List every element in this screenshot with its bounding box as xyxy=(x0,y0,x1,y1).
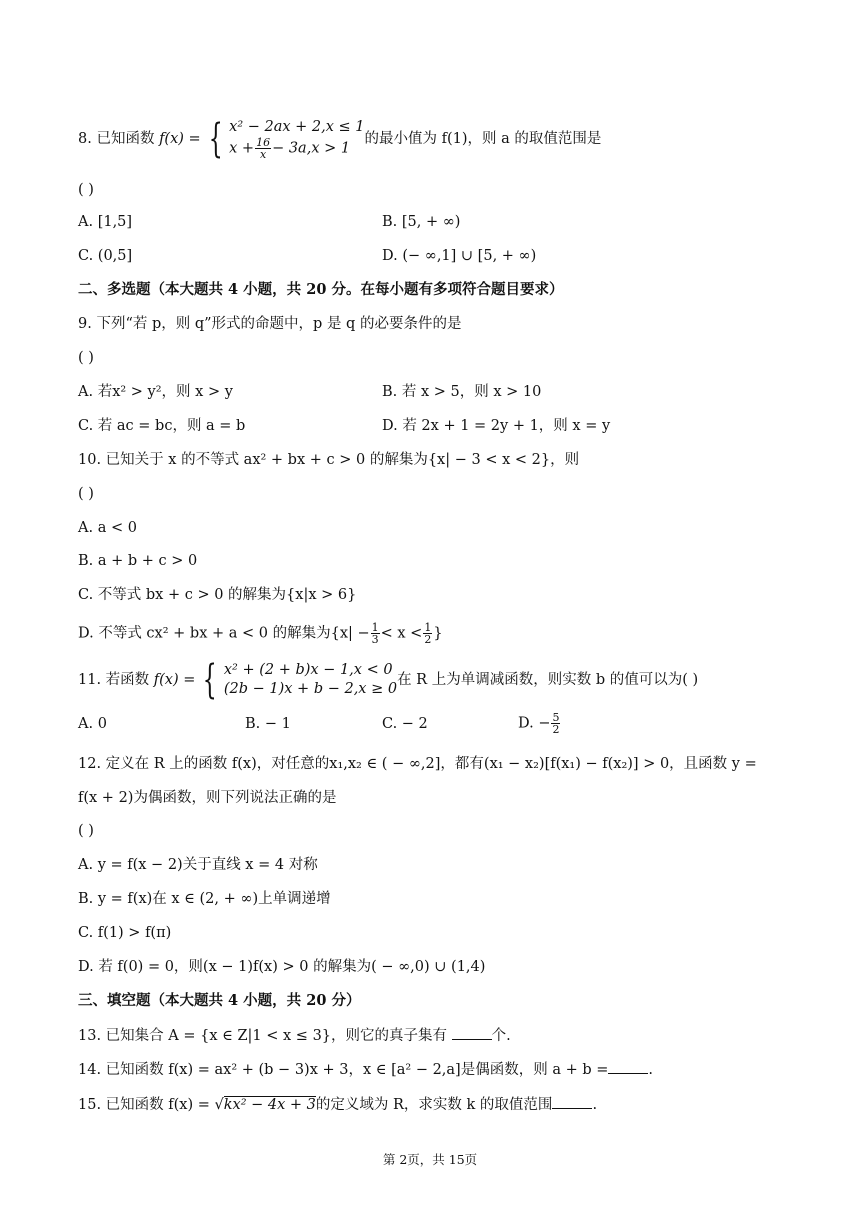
q10-option-c: C. 不等式 bx + c > 0 的解集为{x|x > 6} xyxy=(78,587,357,603)
q10-paren: ( ) xyxy=(78,486,94,502)
q11-option-c: C. − 2 xyxy=(382,716,428,732)
q12-option-a: A. y = f(x − 2)关于直线 x = 4 对称 xyxy=(78,857,318,873)
q10-option-d: D. 不等式 cx² + bx + a < 0 的解集为{x| − $\frac{1}{3}$ < x < $\frac{1}{2}$ } xyxy=(78,621,443,646)
q8-option-b: B. [5, + ∞) xyxy=(382,214,461,230)
q9-option-b: B. 若 x > 5，则 x > 10 xyxy=(382,384,542,400)
q9-paren: ( ) xyxy=(78,350,94,366)
q12-option-c: C. f(1) > f(π) xyxy=(78,925,172,941)
q11-option-a: A. 0 xyxy=(78,716,107,732)
left-brace: { xyxy=(203,657,218,703)
sqrt-sign: √ xyxy=(214,1097,224,1113)
q8-option-c: C. (0,5] xyxy=(78,248,133,264)
answer-blank[interactable] xyxy=(608,1059,648,1074)
q9-option-c: C. 若 ac = bc，则 a = b xyxy=(78,418,246,434)
section-multiple-choice-heading: 二、多选题（本大题共 4 小题，共 20 分。在每小题有多项符合题目要求） xyxy=(78,281,564,298)
q8-piecewise: f(x) = { x² − 2ax + 2,x ≤ 1 x + $\frac{16}{x}$ − 3a,x > 1 xyxy=(159,116,365,162)
q13-stem: 13. 已知集合 A = {x ∈ Z|1 < x ≤ 3}，则它的真子集有 个. xyxy=(78,1025,511,1046)
q11-piecewise: f(x) = { x² + (2 + b)x − 1,x < 0 (2b − 1)x + b − 2,x ≥ 0 xyxy=(153,657,398,703)
q12-option-d: D. 若 f(0) = 0，则(x − 1)f(x) > 0 的解集为( − ∞,0) ∪ (1,4) xyxy=(78,959,486,975)
answer-blank[interactable] xyxy=(552,1094,592,1109)
q11-stem: 11. 若函数 f(x) = { x² + (2 + b)x − 1,x < 0 (2b − 1)x + b − 2,x ≥ 0 在 R 上为单调减函数，则实数 b 的值可以为( ) xyxy=(78,657,699,703)
q8-paren: ( ) xyxy=(78,182,94,198)
q12-stem-line2: f(x + 2)为偶函数，则下列说法正确的是 xyxy=(78,790,337,806)
left-brace: { xyxy=(208,116,223,162)
q8-stem: 8. 已知函数 f(x) = { x² − 2ax + 2,x ≤ 1 x + $\frac{16}{x}$ − 3a,x > 1 的最小值为 f(1)，则 a 的取值范围是 xyxy=(78,116,602,162)
q12-option-b: B. y = f(x)在 x ∈ (2, + ∞)上单调递增 xyxy=(78,891,331,907)
q8-option-d: D. (− ∞,1] ∪ [5, + ∞) xyxy=(382,248,537,264)
section-fill-in-heading: 三、填空题（本大题共 4 小题，共 20 分） xyxy=(78,992,361,1009)
q12-paren: ( ) xyxy=(78,823,94,839)
q11-option-b: B. − 1 xyxy=(245,716,291,732)
q9-option-d: D. 若 2x + 1 = 2y + 1，则 x = y xyxy=(382,418,611,434)
q15-stem: 15. 已知函数 f(x) = √kx² − 4x + 3的定义域为 R，求实数 k 的取值范围 . xyxy=(78,1094,597,1115)
q9-option-a: A. 若x² > y²，则 x > y xyxy=(78,384,233,400)
q14-stem: 14. 已知函数 f(x) = ax² + (b − 3)x + 3，x ∈ [a² − 2,a]是偶函数，则 a + b = . xyxy=(78,1059,653,1080)
q8-option-a: A. [1,5] xyxy=(78,214,133,230)
q9-stem: 9. 下列“若 p，则 q”形式的命题中，p 是 q 的必要条件的是 xyxy=(78,316,462,332)
q10-stem: 10. 已知关于 x 的不等式 ax² + bx + c > 0 的解集为{x| − 3 < x < 2}，则 xyxy=(78,452,580,468)
q11-option-d: D. − $\frac{5}{2}$ xyxy=(518,711,560,736)
answer-blank[interactable] xyxy=(452,1025,492,1040)
q10-option-a: A. a < 0 xyxy=(78,520,137,536)
page-footer: 第 2页，共 15页 xyxy=(382,1152,478,1167)
q12-stem-line1: 12. 定义在 R 上的函数 f(x)，对任意的x₁,x₂ ∈ ( − ∞,2]，都有(x₁ − x₂)[f(x₁) − f(x₂)] > 0，且函数 y = xyxy=(78,756,757,772)
q10-option-b: B. a + b + c > 0 xyxy=(78,553,198,569)
